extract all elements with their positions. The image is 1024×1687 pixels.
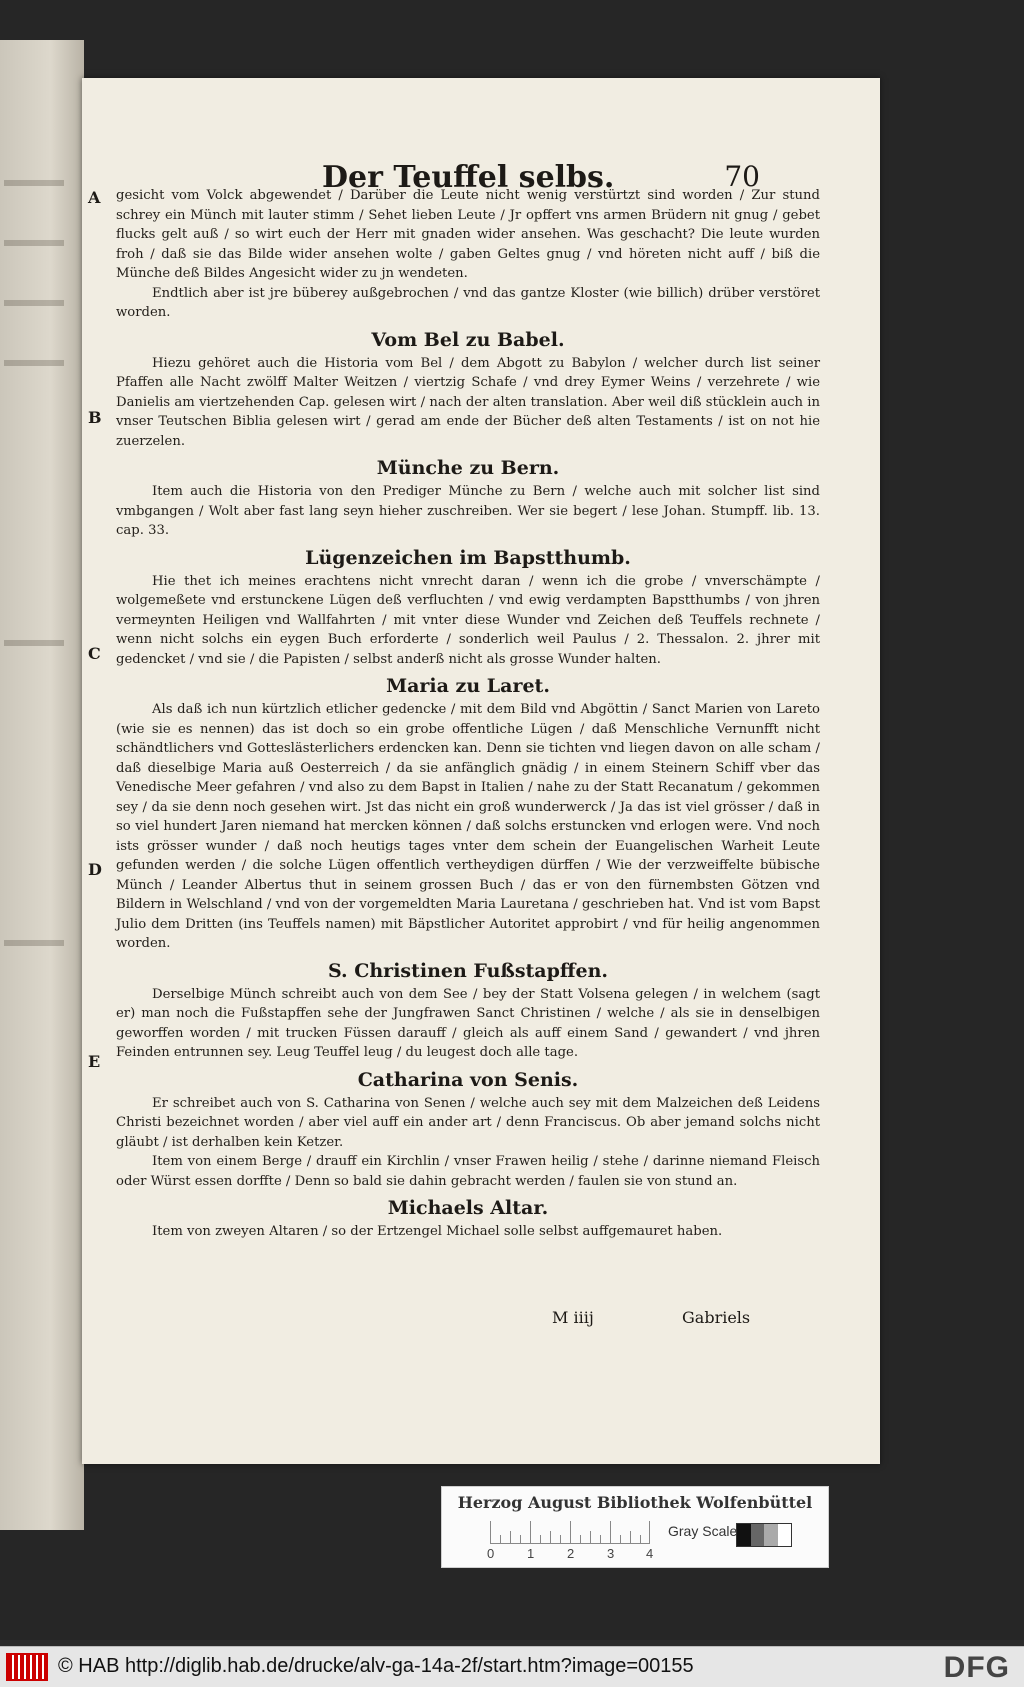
page-number: 70: [724, 160, 760, 193]
dfg-logo: DFG: [943, 1651, 1010, 1684]
section-text: Item auch die Historia von den Prediger Münche zu Bern / welche auch mit solcher list sind vmbgangen / Wolt aber fast lang seyn hieher zuschreiben. Wer sie begert / lese Johan. Stumpff. lib. 13. cap. 33.: [116, 484, 820, 538]
gray-scale-bar: [736, 1523, 792, 1547]
ghost-text-line: [4, 300, 64, 306]
section-title: Münche zu Bern.: [376, 457, 560, 479]
margin-letter-b: B: [88, 408, 102, 427]
section-title: Michaels Altar.: [387, 1197, 549, 1219]
section-text: Derselbige Münch schreibt auch von dem See / bey der Statt Volsena gelegen / in welchem (sagt er) man noch die Fußstapffen sehe der Jungfrawen Sanct Christinen / welche / als sie in denselbigen geworffen worden / mit trucken Füssen darauff / gleich als auff einem Sand / gewandert / vnd jhren Feinden entrunnen sey. Leug Teuffel leug / du leugest doch alle tage.: [116, 986, 820, 1060]
ruler-label: 4: [646, 1546, 654, 1561]
section-title: Maria zu Laret.: [386, 675, 550, 697]
previous-page-edge: [0, 40, 84, 1530]
section-text: Hiezu gehöret auch die Historia vom Bel / dem Abgott zu Babylon / welcher durch list seiner Pfaffen alle Nacht zwölff Malter Weitzen / viertzig Schafe / vnd drey Eymer Weins / verzehrete / wie Danielis am viertzehenden Cap. gelesen wirt / nach der alten translation. Aber weil diß stücklein auch in vnser Teutschen Biblia gelesen wirt / gerad am ende der Bücher deß alten Testaments / ist on not hie zuerzelen.: [116, 355, 820, 449]
section-text: Als daß ich nun kürtzlich etlicher gedencke / mit dem Bild vnd Abgöttin / Sanct Marien von Lareto (wie sie es nennen) das ist doch so ein grobe offentliche Lügen / daß Menschliche Vernunfft nicht schändtlichers vnd Gotteslästerlichers erdencken kan. Denn sie tichten vnd liegen davon on alle scham / daß dieselbige Maria auß Oesterreich / da sie anfänglich gnädig / in einem Steinern Schiff vber das Venedische Meer gefahren / vnd also zu dem Bapst in Italien / nahe zu der Statt Recanatum / gekommen sey / da sie denn noch gesehen wirt. Jst das nicht ein groß wunderwerck / Ja das ist viel grösser / daß in so viel hundert Jaren niemand hat mercken können / daß solchs erstuncken vnd erlogen were. Vnd noch ists grösser wunder / daß noch heutigs tages vnter dem schein der Euangelischen Warheit Leute gefunden werden / die solche Lügen offentlich vertheydigen dürffen / Wie der verzweiffelte bübische Münch / Leander Albertus thut in seinem grossen Buch / das er von den fürnembsten Götzen vnd Bildern in Welschland / vnd von der vorgemeldten Maria Lauretana / geschrieben hat. Vnd ist vom Bapst Julio dem Dritten (ins Teuffels namen) mit Bäpstlicher Autoritet approbirt / vnd für heilig angenommen worden.: [116, 702, 820, 951]
book-page: [82, 78, 880, 1464]
section-title: Catharina von Senis.: [357, 1068, 579, 1091]
intro-paragraph: gesicht vom Volck abgewendet / Darüber die Leute nicht wenig verstürtzt sind worden / Zur stund schrey ein Münch mit lauter stimm / Sehet lieben Leute / Jr opffert vns armen Brüdern nit gnug / gebet flucks gelt auß / so wirt euch der Herr mit gnaden wider ansehen. Was geschacht? Die leute wurden froh / daß sie das Bilde wider ansehen wolte / gaben Geltes gnug / vnd höreten nicht auff / biß die Münche deß Bildes Angesicht wider zu jn wendeten.: [116, 188, 820, 281]
section-title: S. Christinen Fußstapffen.: [327, 959, 609, 982]
running-head: Der Teuffel selbs.: [322, 160, 615, 195]
ghost-text-line: [4, 940, 64, 946]
section-title: Lügenzeichen im Bapstthumb.: [305, 546, 631, 569]
section-text: Hie thet ich meines erachtens nicht vnrecht daran / wenn ich die grobe / vnverschämpte / wolgemeßete vnd erstunckene Lügen deß verfluchten / vnd ewig verdampten Bapstthumbs / von jhren vermeynten Heiligen vnd Wallfahrten / mit vnter diese Wunder vnd Zeichen deß Teuffels rechnete / wenn nicht solchs ein eygen Buch erforderte / sonderlich weil Paulus / 2. Thessalon. 2. jhrer mit gedencket / vnd sie / die Papisten / selbst anderß nicht als grosse Wunder halten.: [116, 573, 820, 667]
ruler-label: 0: [487, 1546, 495, 1561]
section-text: Er schreibet auch von S. Catharina von Senen / welche auch sey mit dem Malzeichen deß Leidens Christi bezeichnet worden / aber viel auff ein ander art / denn Franciscus. Ob aber jemand solchs nicht gläubt / ist derhalben kein Ketzer.: [116, 1095, 820, 1150]
gray-scale-label: Gray Scale: [668, 1523, 738, 1539]
margin-letter-c: C: [88, 644, 101, 663]
section-text: Item von zweyen Altaren / so der Ertzengel Michael solle selbst auffgemauret haben.: [152, 1224, 723, 1239]
ruler-label: 3: [607, 1546, 615, 1561]
margin-letter-a: A: [88, 188, 101, 207]
margin-letter-e: E: [88, 1052, 101, 1071]
section-text-2: Item von einem Berge / drauff ein Kirchlin / vnser Frawen heilig / stehe / darinne niemand Fleisch oder Würst essen dorffte / Denn so bald sie dahin gebracht werden / faulen sie von stund an.: [116, 1154, 820, 1189]
ghost-text-line: [4, 640, 64, 646]
ghost-text-line: [4, 180, 64, 186]
ghost-text-line: [4, 240, 64, 246]
scale-card: [441, 1486, 829, 1568]
library-name: Herzog August Bibliothek Wolfenbüttel: [457, 1493, 813, 1512]
catchword: Gabriels: [682, 1308, 751, 1327]
ruler-label: 2: [567, 1546, 575, 1561]
margin-letter-d: D: [88, 860, 102, 879]
signature-mark: M iiij: [552, 1308, 594, 1327]
ruler: [490, 1521, 650, 1544]
ghost-text-line: [4, 360, 64, 366]
intro-paragraph-2: Endtlich aber ist jre büberey außgebrochen / vnd das gantze Kloster (wie billich) drüber verstöret worden.: [116, 285, 820, 320]
ruler-label: 1: [527, 1546, 535, 1561]
copyright-link[interactable]: © HAB http://diglib.hab.de/drucke/alv-ga-14a-2f/start.htm?image=00155: [58, 1655, 694, 1677]
page-body: [116, 186, 820, 1242]
section-title: Vom Bel zu Babel.: [371, 328, 565, 351]
hab-logo-icon: [6, 1653, 48, 1681]
footer-bar: [0, 1646, 1024, 1687]
